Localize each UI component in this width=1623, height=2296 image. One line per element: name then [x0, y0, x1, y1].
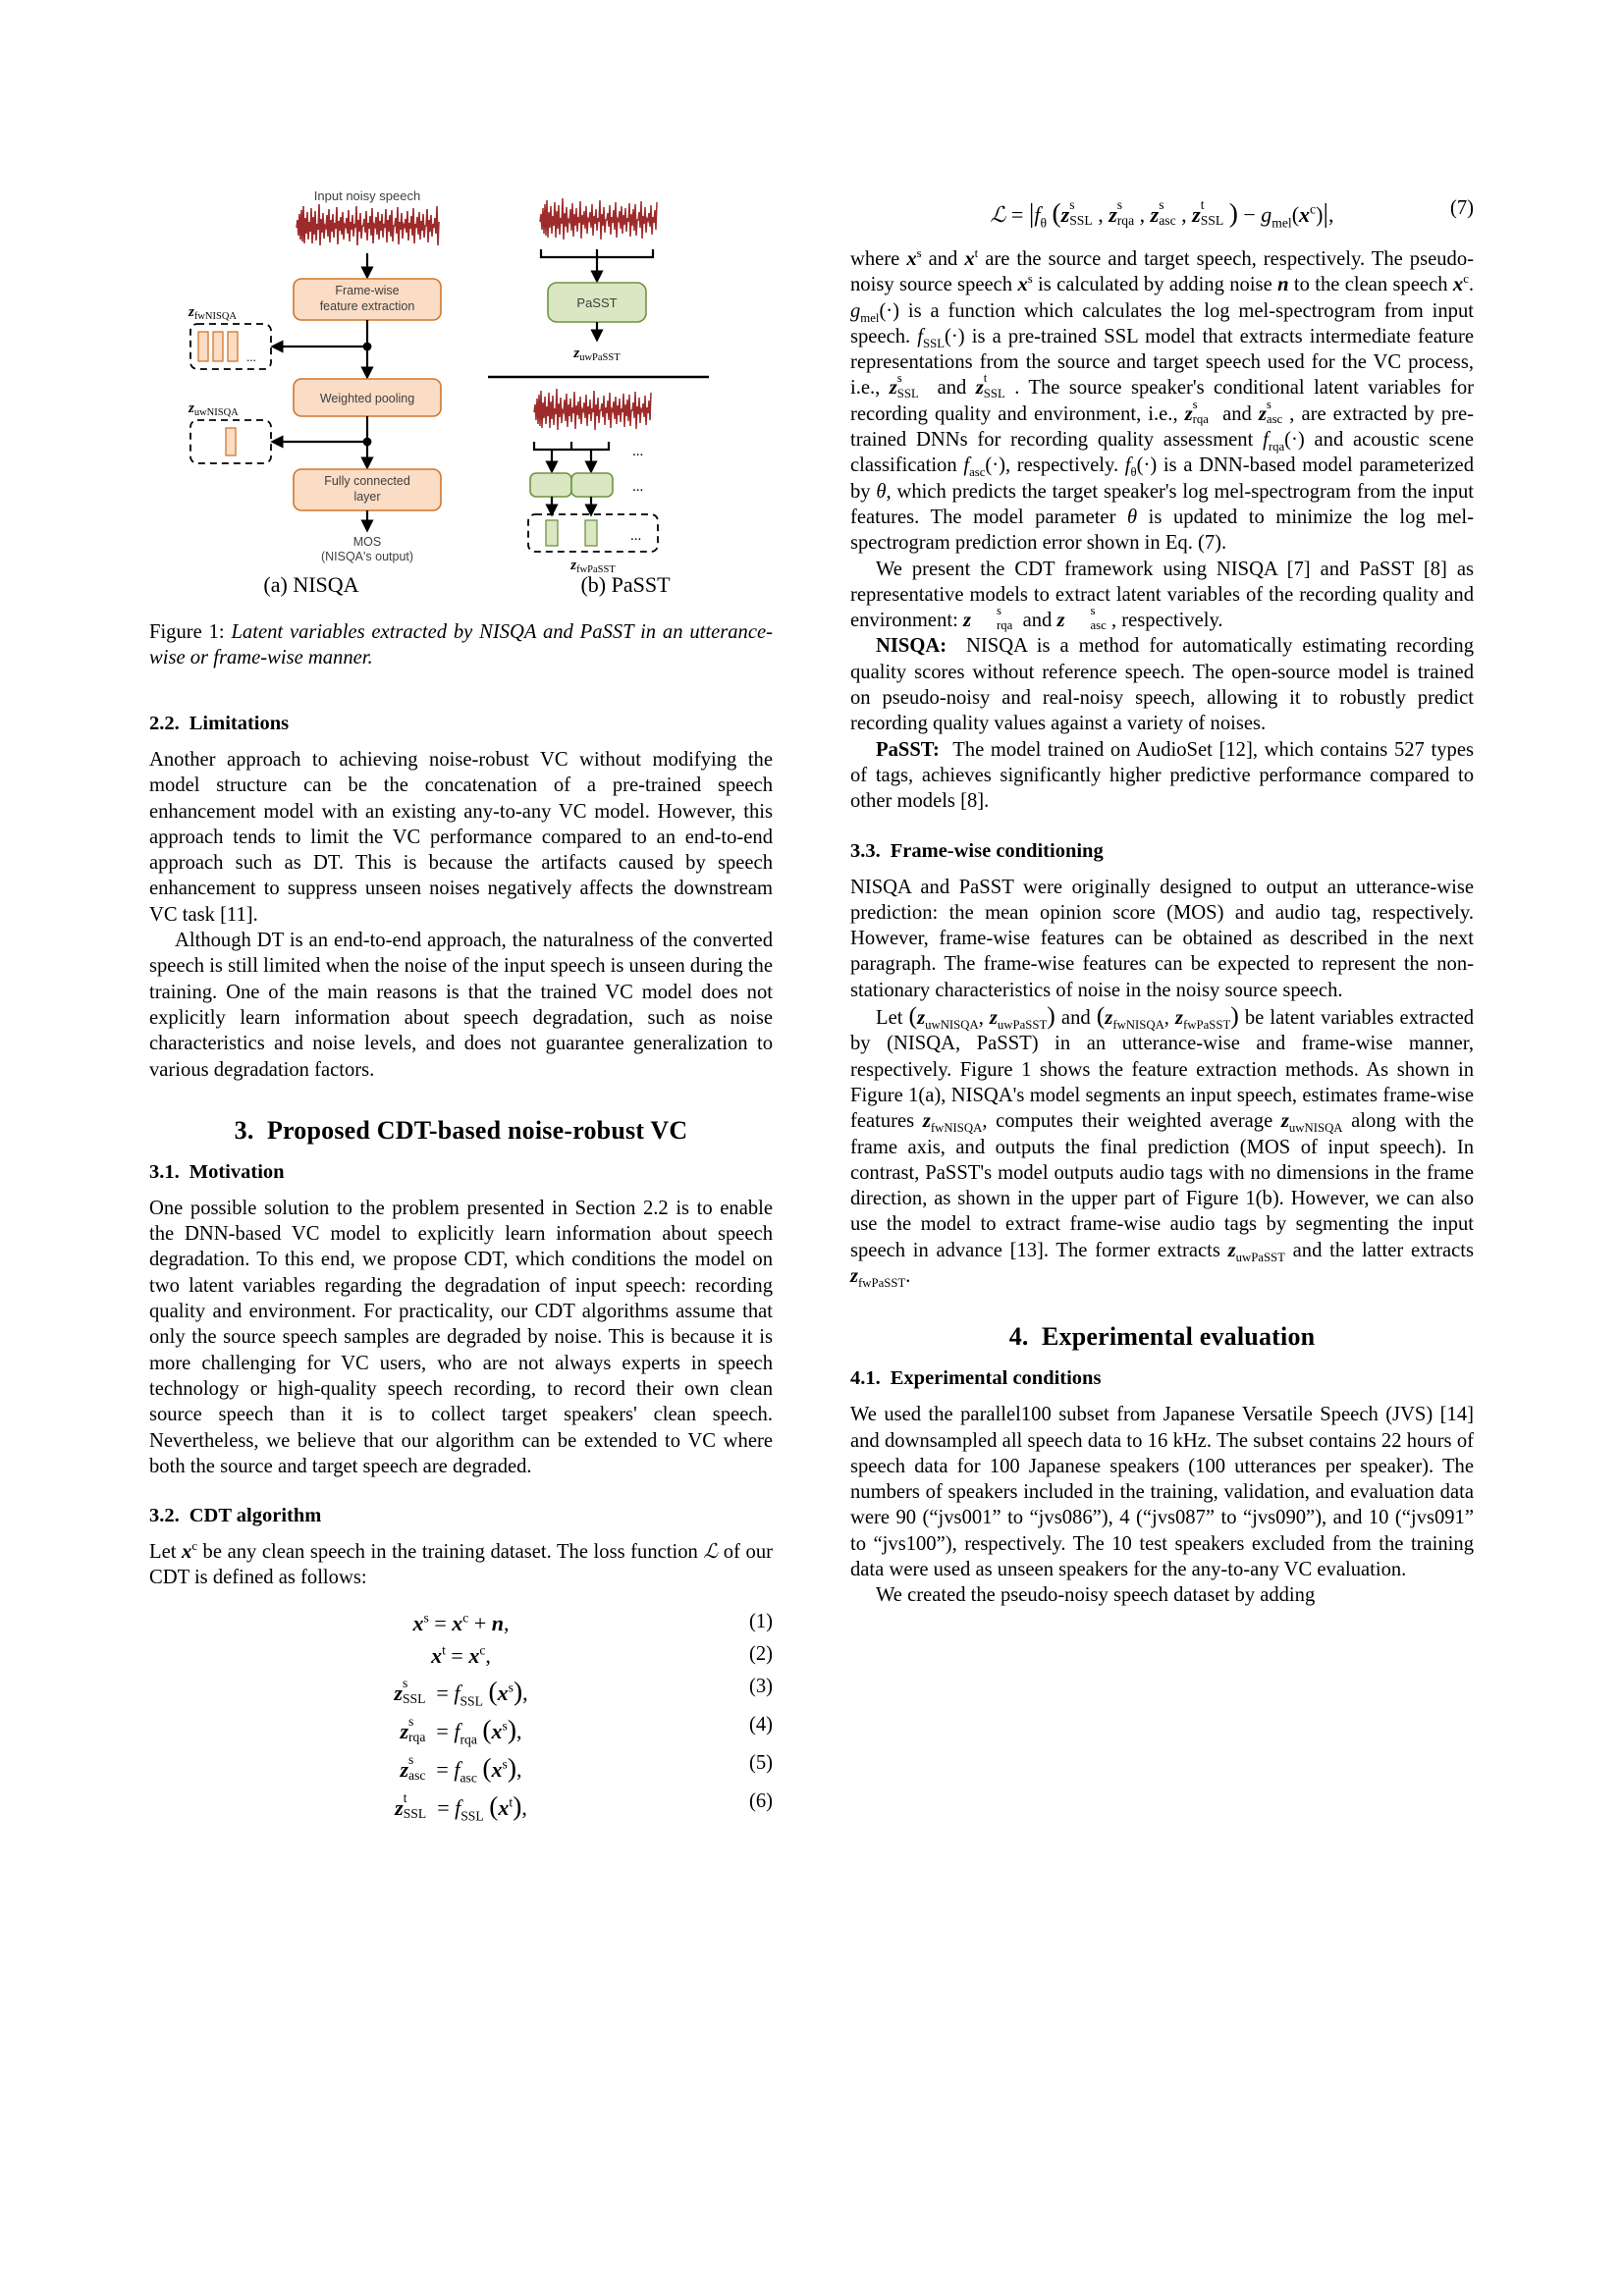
equation-7-tag: (7) [1449, 197, 1474, 219]
figure-label-z-uwnisqa: $z_{uwNISQA}$ [189, 400, 239, 418]
math-pair-uw: ($z_{uwNISQA}$, $z_{uwPaSST}$) [908, 1001, 1055, 1033]
equation-7 [850, 197, 1474, 229]
math-z-rqa-s-2: z s rqa [962, 604, 1013, 633]
present-part-1: We present the CDT framework using NISQA [7] and PaSST [8] as representative models to extract latent variables of the recording quality and environment: [850, 558, 1474, 632]
fw2-part-a: Let [876, 1007, 909, 1030]
figure-caption-block [149, 619, 773, 671]
math-z-rqa-s: z s rqa [1184, 397, 1209, 426]
present-part-2: and [1017, 610, 1057, 632]
figure-label-z-uwpasst: $z_{uwPaSST}$ [573, 346, 621, 363]
math-z-asc-s-2: z s asc [1056, 604, 1107, 633]
heading-3-3 [850, 840, 1474, 863]
heading-2-2 [149, 713, 773, 735]
heading-3-number: 3. [234, 1115, 254, 1145]
figure-box-passt-label: PaSST [576, 295, 618, 310]
figure-caption-lead: Figure 1: [149, 621, 232, 643]
math-f-theta: $f_\theta(\cdot)$ [1124, 454, 1158, 480]
heading-3-1-title: Motivation [189, 1160, 285, 1183]
paragraph-cdt-intro [149, 1539, 773, 1591]
math-z-asc-s: z s asc [1258, 397, 1283, 426]
figure-subcaption-a: (a) NISQA [263, 572, 359, 597]
fw2-part-g: . [905, 1264, 911, 1287]
equation-1-tag: (1) [748, 1610, 773, 1632]
paragraph-present-cdt [850, 557, 1474, 634]
heading-3-1 [149, 1161, 773, 1184]
figure-label-z-fwpasst: $z_{fwPaSST}$ [570, 558, 616, 575]
right-column [850, 191, 1474, 1609]
figure-ellipsis-boxes: ... [632, 479, 644, 495]
equation-7-body: ℒ = $|f_\theta$ (z s SSL , z s rqa , z s asc , z t SSL ) − $g_{mel}(x^c)|$, [990, 197, 1334, 231]
equation-4 [149, 1714, 773, 1745]
heading-4 [850, 1322, 1474, 1352]
figure-box-frame-wise-label-1: Frame-wise [335, 284, 400, 297]
figure-output-mos-line2: (NISQA's output) [320, 550, 414, 563]
heading-4-title: Experimental evaluation [1042, 1322, 1316, 1352]
figure-ellipsis-latent: ... [630, 528, 642, 544]
waveform-passt-upper [540, 198, 657, 240]
waveform-input-nisqa [297, 204, 439, 245]
equation-6 [149, 1790, 773, 1822]
math-x-c: $x^c$ [182, 1539, 197, 1564]
math-f-ssl: $f_{SSL}(\cdot)$ [917, 325, 965, 350]
paragraph-passt [850, 737, 1474, 815]
heading-3 [149, 1116, 773, 1146]
figure-ellipsis-brace: ... [632, 444, 644, 459]
heading-3-3-title: Frame-wise conditioning [890, 839, 1104, 862]
cdt-intro-part-c: of our CDT is defined as follows: [149, 1541, 773, 1589]
nisqa-text: NISQA is a method for automatically estimating recording quality scores without reference speech. The open-source model is trained on pseudo-noisy and real-noisy speech, allowing it to robustly predict recording quality values against a variety of noises. [850, 635, 1474, 735]
present-part-3: , respectively. [1110, 610, 1223, 632]
math-pair-fw: ($z_{fwNISQA}$, $z_{fwPaSST}$) [1096, 1001, 1239, 1033]
brace-passt-lower [534, 442, 609, 450]
equation-5-tag: (5) [748, 1751, 773, 1774]
figure-box-fully-connected-label-1: Fully connected [324, 474, 410, 488]
heading-2-2-number: 2.2. [149, 713, 180, 734]
figure-output-mos-line1: MOS [352, 535, 382, 549]
math-theta-1: θ [876, 480, 887, 503]
heading-4-number: 4. [1008, 1322, 1029, 1352]
math-z-fwnisqa: $z_{fwNISQA}$ [922, 1110, 983, 1136]
paragraph-limitations-1: Another approach to achieving noise-robust VC without modifying the model structure can be the concatenation of a pre-trained speech enhancement model with an existing any-to-any VC model. However, this approach tends to limit the VC performance compared to an end-to-end approach such as DT. This is because the artifacts caused by speech enhancement to suppress unseen noises negatively affects the downstream VC task [11]. [149, 749, 773, 926]
heading-3-3-number: 3.3. [850, 839, 881, 862]
equation-6-body: z t SSL = $f_{SSL}$ $(x^t)$, [395, 1789, 527, 1824]
cdt-intro-part-b: be any clean speech in the training dataset. The loss function [196, 1541, 704, 1564]
math-xs-2: $x^s$ [1017, 272, 1033, 296]
figure-box-passt-seg-1 [530, 473, 571, 497]
equation-5-body: z s asc = $f_{asc}$ $(x^s)$, [400, 1751, 522, 1786]
paragraph-nisqa [850, 633, 1474, 736]
heading-4-1-number: 4.1. [850, 1367, 881, 1390]
equation-3-body: z s SSL = $f_{SSL}$ $(x^s)$, [394, 1675, 528, 1709]
figure-latent-bar-1 [546, 520, 558, 546]
equation-2-tag: (2) [748, 1642, 773, 1665]
figure-box-passt-seg-2 [571, 473, 613, 497]
equation-3-tag: (3) [748, 1675, 773, 1697]
figure-pooled-bar [226, 428, 236, 455]
figure-caption [149, 619, 773, 671]
fw2-part-c: be latent variables extracted by (NISQA, PaSST) in an utterance-wise and frame-wise manner, respectively. Figure 1 shows the feature extraction methods. As shown in Figure 1(a), NISQA's model segments an input speech, estimates frame-wise features [850, 1007, 1475, 1133]
paragraph-where: where $x^s$ and $x^t$ are the source and target speech, respectively. The pseudo-noisy source speech $x^s$ is calculated by adding noise n to the clean speech $x^c$. $g_{mel}(\cdot)$ is a function which calculates the log mel-spectrogram from input speech. $f_{SSL}(\cdot)$ is a pre-trained SSL model that extracts intermediate feature representations from the source and target speech used for the VC process, i.e., z s SSL and z t SSL . The source speaker's conditional latent variables for recording quality and environment, i.e., z s rqa and z s asc , are extracted by pre-trained DNNs for recording quality assessment $f_{rqa}(\cdot)$ and acoustic scene classification $f_{asc}(\cdot)$, respectively. $f_\theta(\cdot)$ is a DNN-based model parameterized by θ, which predicts the target speaker's log mel-spectrogram from the input features. The model parameter θ is updated to minimize the log mel-spectrogram prediction error shown in Eq. (7). [850, 246, 1475, 555]
fw2-part-d: , computes their weighted average [982, 1110, 1281, 1133]
math-n: n [1277, 274, 1289, 296]
math-f-asc: $f_{asc}(\cdot)$ [963, 454, 1005, 480]
paragraph-motivation: One possible solution to the problem presented in Section 2.2 is to enable the DNN-based VC model to explicitly learn information about speech degradation. To this end, we propose CDT, which conditions the model on two latent variables regarding the degradation of input speech: recording quality and environment. For practicality, our CDT algorithms assume that only the source speech samples are degraded by noise. This is because it is more challenging for VC users, who are not always experts in speech technology or high-quality speech recording, to record their own clean source speech than it is to collect target speakers' clean speech. Nevertheless, we believe that our algorithm can be extended to VC where both the source and target speech are degraded. [149, 1197, 773, 1477]
equation-4-tag: (4) [748, 1713, 773, 1735]
equation-2 [149, 1643, 773, 1669]
nisqa-inline-label: NISQA: [876, 635, 947, 658]
equation-2-body: $x^t = x^c$, [431, 1642, 491, 1668]
equation-1-body: $x^s = x^c + n$, [412, 1610, 510, 1635]
figure-frame-bar-3 [228, 332, 238, 361]
heading-4-1-title: Experimental conditions [890, 1367, 1102, 1390]
figure-frame-bar-2 [213, 332, 223, 361]
figure-box-frame-wise-label-2: feature extraction [319, 299, 415, 313]
figure-latent-bar-2 [585, 520, 597, 546]
paragraph-framewise-2 [850, 1003, 1474, 1289]
math-theta-2: θ [1127, 506, 1138, 528]
math-z-ssl-s: z s SSL [889, 371, 919, 400]
heading-3-2-title: CDT algorithm [189, 1505, 322, 1527]
passt-text: The model trained on AudioSet [12], which contains 527 types of tags, achieves significantly higher predictive performance compared to other models [8]. [850, 738, 1474, 813]
heading-4-1 [850, 1367, 1474, 1390]
paragraph-conditions-1: We used the parallel100 subset from Japanese Versatile Speech (JVS) [14] and downsampled all speech data to 16 kHz. The subset contains 22 hours of speech data for 100 Japanese speakers (100 utterances per speaker). The numbers of speakers included in the training, validation, and evaluation data were 90 (“jvs001” to “jvs086”), 4 (“jvs087” to “jvs090”), and 10 (“jvs091” to “jvs100”), respectively. The 10 test speakers excluded from the training data were used as unseen speakers for the any-to-any VC evaluation. [850, 1404, 1474, 1581]
math-f-rqa: $f_{rqa}(\cdot)$ [1263, 429, 1305, 454]
heading-2-2-title: Limitations [189, 713, 290, 734]
figure-caption-text: Latent variables extracted by NISQA and PaSST in an utterance-wise or frame-wise manner. [149, 621, 773, 669]
math-script-L: ℒ [703, 1541, 719, 1564]
math-g-mel: $g_{mel}(\cdot)$ [850, 299, 900, 325]
figure-box-fully-connected-label-2: layer [353, 490, 381, 504]
figure-ellipsis-fwnisqa: ... [246, 349, 256, 364]
figure-label-z-fwnisqa: $z_{fwNISQA}$ [189, 304, 238, 322]
figure-1 [149, 185, 778, 607]
figure-box-weighted-pooling-label: Weighted pooling [319, 392, 415, 405]
math-xs-1: $x^s$ [906, 246, 922, 270]
brace-passt-upper [541, 249, 653, 257]
paragraph-framewise-1: NISQA and PaSST were originally designed to output an utterance-wise prediction: the mean opinion score (MOS) and audio tag, respectively. However, frame-wise features can be obtained as described in the next paragraph. The frame-wise features can be expected to represent the non-stationary characteristics of noise in the noisy source speech. [850, 876, 1474, 1001]
math-z-ssl-t: z t SSL [975, 371, 1005, 400]
math-z-uwnisqa: $z_{uwNISQA}$ [1280, 1110, 1343, 1136]
figure-frame-bar-1 [198, 332, 208, 361]
equation-block-1-6 [149, 1611, 773, 1822]
math-z-uwpasst: $z_{uwPaSST}$ [1227, 1239, 1285, 1264]
equation-3 [149, 1676, 773, 1707]
heading-3-2-number: 3.2. [149, 1505, 180, 1527]
heading-3-2 [149, 1505, 773, 1527]
waveform-passt-lower [534, 389, 651, 430]
figure-subcaptions [149, 572, 778, 598]
figure-label-input-noisy-speech: Input noisy speech [313, 188, 421, 203]
fw2-part-b: and [1055, 1007, 1097, 1030]
math-xt-1: $x^t$ [964, 246, 979, 270]
paragraph-conditions-2: We created the pseudo-noisy speech dataset by adding [876, 1584, 1316, 1607]
heading-3-title: Proposed CDT-based noise-robust VC [266, 1115, 688, 1145]
left-column [149, 687, 773, 1829]
math-xc-1: $x^c$ [1452, 272, 1469, 296]
figure-1-diagram [149, 185, 778, 577]
equation-1 [149, 1611, 773, 1636]
equation-5 [149, 1752, 773, 1784]
fw2-part-f: and the latter extracts [1284, 1239, 1474, 1261]
passt-inline-label: PaSST: [876, 738, 940, 761]
equation-6-tag: (6) [748, 1789, 773, 1812]
heading-3-1-number: 3.1. [149, 1160, 180, 1183]
equation-4-body: z s rqa = $f_{rqa}$ $(x^s)$, [400, 1713, 522, 1747]
fw2-part-e: along with the frame axis, and outputs the final prediction (MOS of input speech). In contrast, PaSST's model outputs audio tags with no dimensions in the frame direction, as shown in the upper part of Figure 1(b). However, we can also use the model to extract frame-wise audio tags by segmenting the input speech in advance [13]. The former extracts [850, 1110, 1474, 1261]
cdt-intro-part-a: Let [149, 1541, 183, 1564]
figure-subcaption-b: (b) PaSST [580, 572, 671, 597]
paragraph-limitations-2: Although DT is an end-to-end approach, the naturalness of the converted speech is still limited when the noise of the input speech is unseen during the training. One of the main reasons is that the trained VC model does not explicitly learn information about speech degradation, such as noise characteristics and noise levels, and does not guarantee generalization to various degradation factors. [149, 930, 773, 1081]
math-z-fwpasst: $z_{fwPaSST}$ [850, 1264, 906, 1291]
